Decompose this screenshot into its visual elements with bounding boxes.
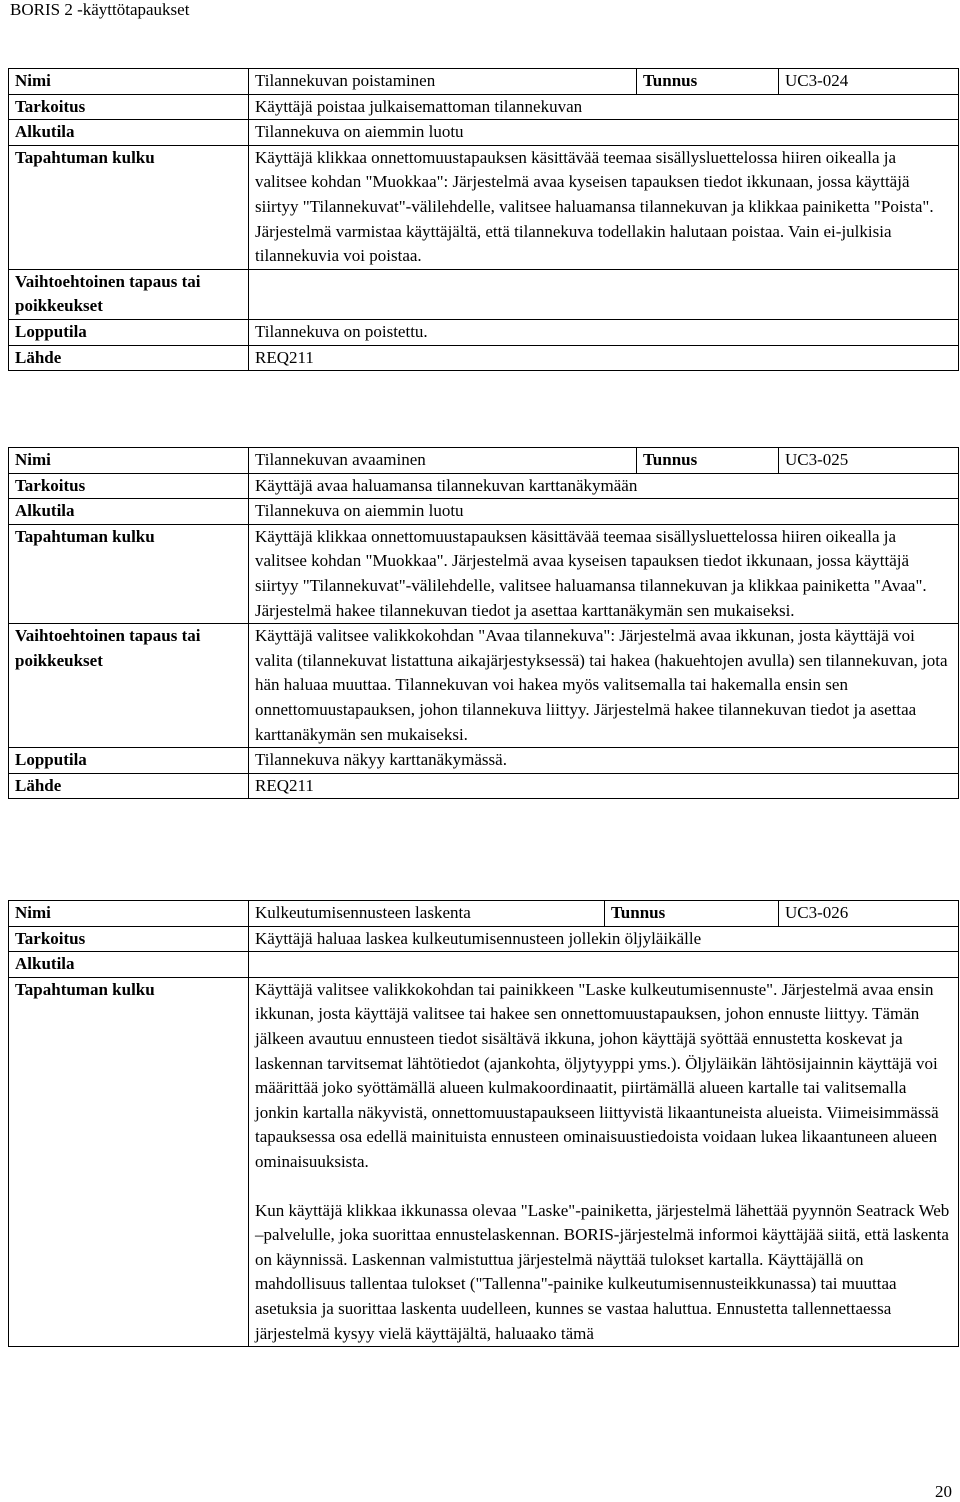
kulku-paragraph-1: Käyttäjä valitsee valikkokohdan tai painikkeen "Laske kulkeutumisennuste". Järjestelmä avaa ensin ikkunan, josta käyttäjä valitsee tai hakee sen onnettomuustapauksen, johon ennuste liittyy. Tämän jälkeen avautuu ennusteen tiedot sisältävä ikkuna, johon käyttäjä syöttää ennustetta koskevat ja laskennan tarvitsemat lähtötiedot (ajankohta, öljytyyppi yms.). Öljyläikän lähtösijainnin käyttäjä voi määrittää joko syöttämällä alueen kulmakoordinaatit, piirtämällä alueen kartalle tai valitsemalla jonkin kartalla näkyvistä, onnettomuustapaukseen liittyvistä likaantuneista alueista. Viimeisimmässä tapauksessa osa edellä mainituista ennusteen ominaisuustiedoista voidaan lukea likaantuneen alueen ominaisuuksista. xyxy=(255,979,939,1171)
label-vaihtoehtoinen: Vaihtoehtoinen tapaus tai poikkeukset xyxy=(9,624,249,748)
label-kulku: Tapahtuman kulku xyxy=(9,977,249,1346)
row-nimi xyxy=(9,69,959,95)
label-nimi: Nimi xyxy=(9,69,249,95)
label-kulku: Tapahtuman kulku xyxy=(9,524,249,623)
value-alkutila: Tilannekuva on aiemmin luotu xyxy=(249,499,959,525)
row-tarkoitus xyxy=(9,473,959,499)
label-kulku: Tapahtuman kulku xyxy=(9,145,249,269)
label-lopputila: Lopputila xyxy=(9,748,249,774)
use-case-table-uc3-024 xyxy=(8,68,959,371)
value-nimi: Kulkeutumisennusteen laskenta xyxy=(249,901,605,927)
value-nimi: Tilannekuvan poistaminen xyxy=(249,69,637,95)
row-kulku xyxy=(9,145,959,269)
label-tarkoitus: Tarkoitus xyxy=(9,926,249,952)
value-tunnus: UC3-026 xyxy=(779,901,959,927)
value-kulku xyxy=(249,977,959,1346)
label-tunnus: Tunnus xyxy=(637,69,779,95)
row-lopputila xyxy=(9,748,959,774)
use-case-table-uc3-026 xyxy=(8,900,959,1347)
label-alkutila: Alkutila xyxy=(9,120,249,146)
label-tunnus: Tunnus xyxy=(637,448,779,474)
label-vaihtoehtoinen: Vaihtoehtoinen tapaus tai poikkeukset xyxy=(9,269,249,319)
value-tunnus: UC3-024 xyxy=(779,69,959,95)
value-lahde: REQ211 xyxy=(249,345,959,371)
label-tarkoitus: Tarkoitus xyxy=(9,473,249,499)
label-nimi: Nimi xyxy=(9,901,249,927)
row-lahde xyxy=(9,773,959,799)
row-alkutila xyxy=(9,952,959,978)
row-kulku xyxy=(9,524,959,623)
row-tarkoitus xyxy=(9,94,959,120)
row-vaihtoehtoinen xyxy=(9,624,959,748)
value-alkutila xyxy=(249,952,959,978)
page-number: 20 xyxy=(935,1482,952,1501)
row-alkutila xyxy=(9,120,959,146)
label-alkutila: Alkutila xyxy=(9,952,249,978)
document-header: BORIS 2 -käyttötapaukset xyxy=(10,0,190,19)
value-kulku: Käyttäjä klikkaa onnettomuustapauksen käsittävää teemaa sisällysluettelossa hiiren oikealla ja valitsee kohdan "Muokkaa". Järjestelmä avaa kyseisen tapauksen tiedot ikkunaan, jossa käyttäjä siirtyy "Tilannekuvat"-välilehdelle, valitsee haluamansa tilannekuvan ja klikkaa painiketta "Avaa". Järjestelmä hakee tilannekuvan tiedot ja asettaa karttanäkymän sen mukaiseksi. xyxy=(249,524,959,623)
kulku-paragraph-2: Kun käyttäjä klikkaa ikkunassa olevaa "Laske"-painiketta, järjestelmä lähettää pyynnön Seatrack Web –palvelulle, joka suorittaa ennustelaskennan. BORIS-järjestelmä informoi käyttäjää siitä, että laskenta on käynnissä. Laskennan valmistuttua järjestelmä näyttää tulokset kartalla. Käyttäjällä on mahdollisuus tallentaa tulokset ("Tallenna"-painike kulkeutumisennusteikkunassa) tai muuttaa asetuksia ja suorittaa laskenta uudelleen, kunnes se vastaa haluttua. Ennustetta tallennettaessa järjestelmä kysyy vielä käyttäjältä, haluaako tämä xyxy=(255,1200,950,1343)
value-tunnus: UC3-025 xyxy=(779,448,959,474)
value-tarkoitus: Käyttäjä avaa haluamansa tilannekuvan karttanäkymään xyxy=(249,473,959,499)
label-tarkoitus: Tarkoitus xyxy=(9,94,249,120)
value-vaihtoehtoinen xyxy=(249,269,959,319)
row-kulku xyxy=(9,977,959,1346)
use-case-table-uc3-025 xyxy=(8,447,959,799)
value-lopputila: Tilannekuva näkyy karttanäkymässä. xyxy=(249,748,959,774)
row-vaihtoehtoinen xyxy=(9,269,959,319)
value-nimi: Tilannekuvan avaaminen xyxy=(249,448,637,474)
row-nimi xyxy=(9,448,959,474)
label-nimi: Nimi xyxy=(9,448,249,474)
row-lahde xyxy=(9,345,959,371)
row-alkutila xyxy=(9,499,959,525)
label-tunnus: Tunnus xyxy=(605,901,779,927)
value-tarkoitus: Käyttäjä haluaa laskea kulkeutumisennusteen jollekin öljyläikälle xyxy=(249,926,959,952)
row-tarkoitus xyxy=(9,926,959,952)
value-alkutila: Tilannekuva on aiemmin luotu xyxy=(249,120,959,146)
value-lahde: REQ211 xyxy=(249,773,959,799)
value-kulku: Käyttäjä klikkaa onnettomuustapauksen käsittävää teemaa sisällysluettelossa hiiren oikealla ja valitsee kohdan "Muokkaa": Järjestelmä avaa kyseisen tapauksen tiedot ikkunaan, jossa käyttäjä siirtyy "Tilannekuvat"-välilehdelle, valitsee haluamansa tilannekuvan ja klikkaa painiketta "Poista". Järjestelmä varmistaa käyttäjältä, että tilannekuva todellakin halutaan poistaa. Vain ei-julkisia tilannekuvia voi poistaa. xyxy=(249,145,959,269)
row-lopputila xyxy=(9,319,959,345)
value-vaihtoehtoinen: Käyttäjä valitsee valikkokohdan "Avaa tilannekuva": Järjestelmä avaa ikkunan, josta käyttäjä voi valita (tilannekuvat listattuna aikajärjestyksessä) tai hakea (hakuehtojen avulla) sen tilannekuvan, jota hän haluaa muuttaa. Tilannekuvan voi hakea myös valitsemalla tai hakemalla ensin sen onnettomuustapauksen, johon tilannekuva liittyy. Järjestelmä hakee tilannekuvan tiedot ja asettaa karttanäkymän sen mukaiseksi. xyxy=(249,624,959,748)
row-nimi xyxy=(9,901,959,927)
label-lahde: Lähde xyxy=(9,773,249,799)
value-tarkoitus: Käyttäjä poistaa julkaisemattoman tilannekuvan xyxy=(249,94,959,120)
label-alkutila: Alkutila xyxy=(9,499,249,525)
value-lopputila: Tilannekuva on poistettu. xyxy=(249,319,959,345)
label-lopputila: Lopputila xyxy=(9,319,249,345)
label-lahde: Lähde xyxy=(9,345,249,371)
